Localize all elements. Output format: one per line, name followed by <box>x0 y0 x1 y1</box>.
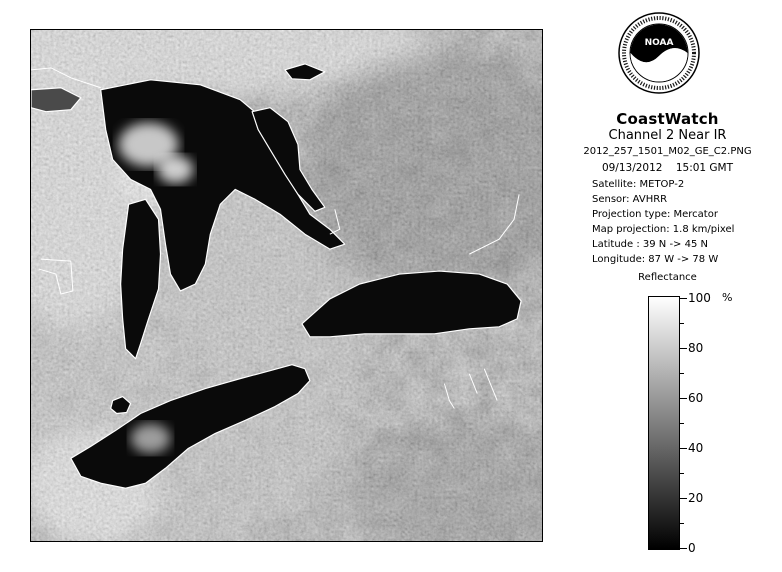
colorbar-minor-tick <box>680 423 684 424</box>
colorbar-major-tick <box>680 398 687 399</box>
meta-latitude: Latitude : 39 N -> 45 N <box>592 239 708 250</box>
logo-text: NOAA <box>644 38 674 48</box>
date-time <box>560 162 775 174</box>
colorbar-major-tick <box>680 548 687 549</box>
haze-over-erie <box>131 423 171 453</box>
colorbar-tick-label: 20 <box>688 491 704 505</box>
reflectance-colorbar <box>648 296 680 550</box>
colorbar-minor-tick <box>680 373 684 374</box>
channel-label: Channel 2 Near IR <box>608 128 727 143</box>
file-name: 2012_257_1501_M02_GE_C2.PNG <box>583 146 752 157</box>
meta-map-projection: Map projection: 1.8 km/pixel <box>592 224 735 235</box>
colorbar-tick-label: 0 <box>688 541 696 555</box>
satellite-image <box>30 29 543 542</box>
legend-unit: % <box>722 291 733 304</box>
colorbar-major-tick <box>680 348 687 349</box>
colorbar-tick-label: 100 <box>688 291 711 305</box>
brand-title: CoastWatch <box>616 110 719 128</box>
colorbar-major-tick <box>680 298 687 299</box>
colorbar-tick-label: 60 <box>688 391 704 405</box>
time-value: 15:01 GMT <box>675 162 734 174</box>
colorbar-minor-tick <box>680 523 684 524</box>
colorbar-minor-tick <box>680 473 684 474</box>
colorbar-tick-label: 80 <box>688 341 704 355</box>
legend-title: Reflectance <box>638 272 697 283</box>
meta-sensor: Sensor: AVHRR <box>592 194 668 205</box>
noaa-logo-icon <box>618 12 700 94</box>
meta-longitude: Longitude: 87 W -> 78 W <box>592 254 719 265</box>
meta-projection-type: Projection type: Mercator <box>592 209 718 220</box>
meta-satellite: Satellite: METOP-2 <box>592 179 685 190</box>
colorbar-major-tick <box>680 498 687 499</box>
colorbar-tick-label: 40 <box>688 441 704 455</box>
cloud-over-huron-2 <box>158 156 194 184</box>
colorbar-major-tick <box>680 448 687 449</box>
colorbar-minor-tick <box>680 323 684 324</box>
date-value: 09/13/2012 <box>601 162 663 174</box>
satellite-map-svg <box>31 30 542 541</box>
